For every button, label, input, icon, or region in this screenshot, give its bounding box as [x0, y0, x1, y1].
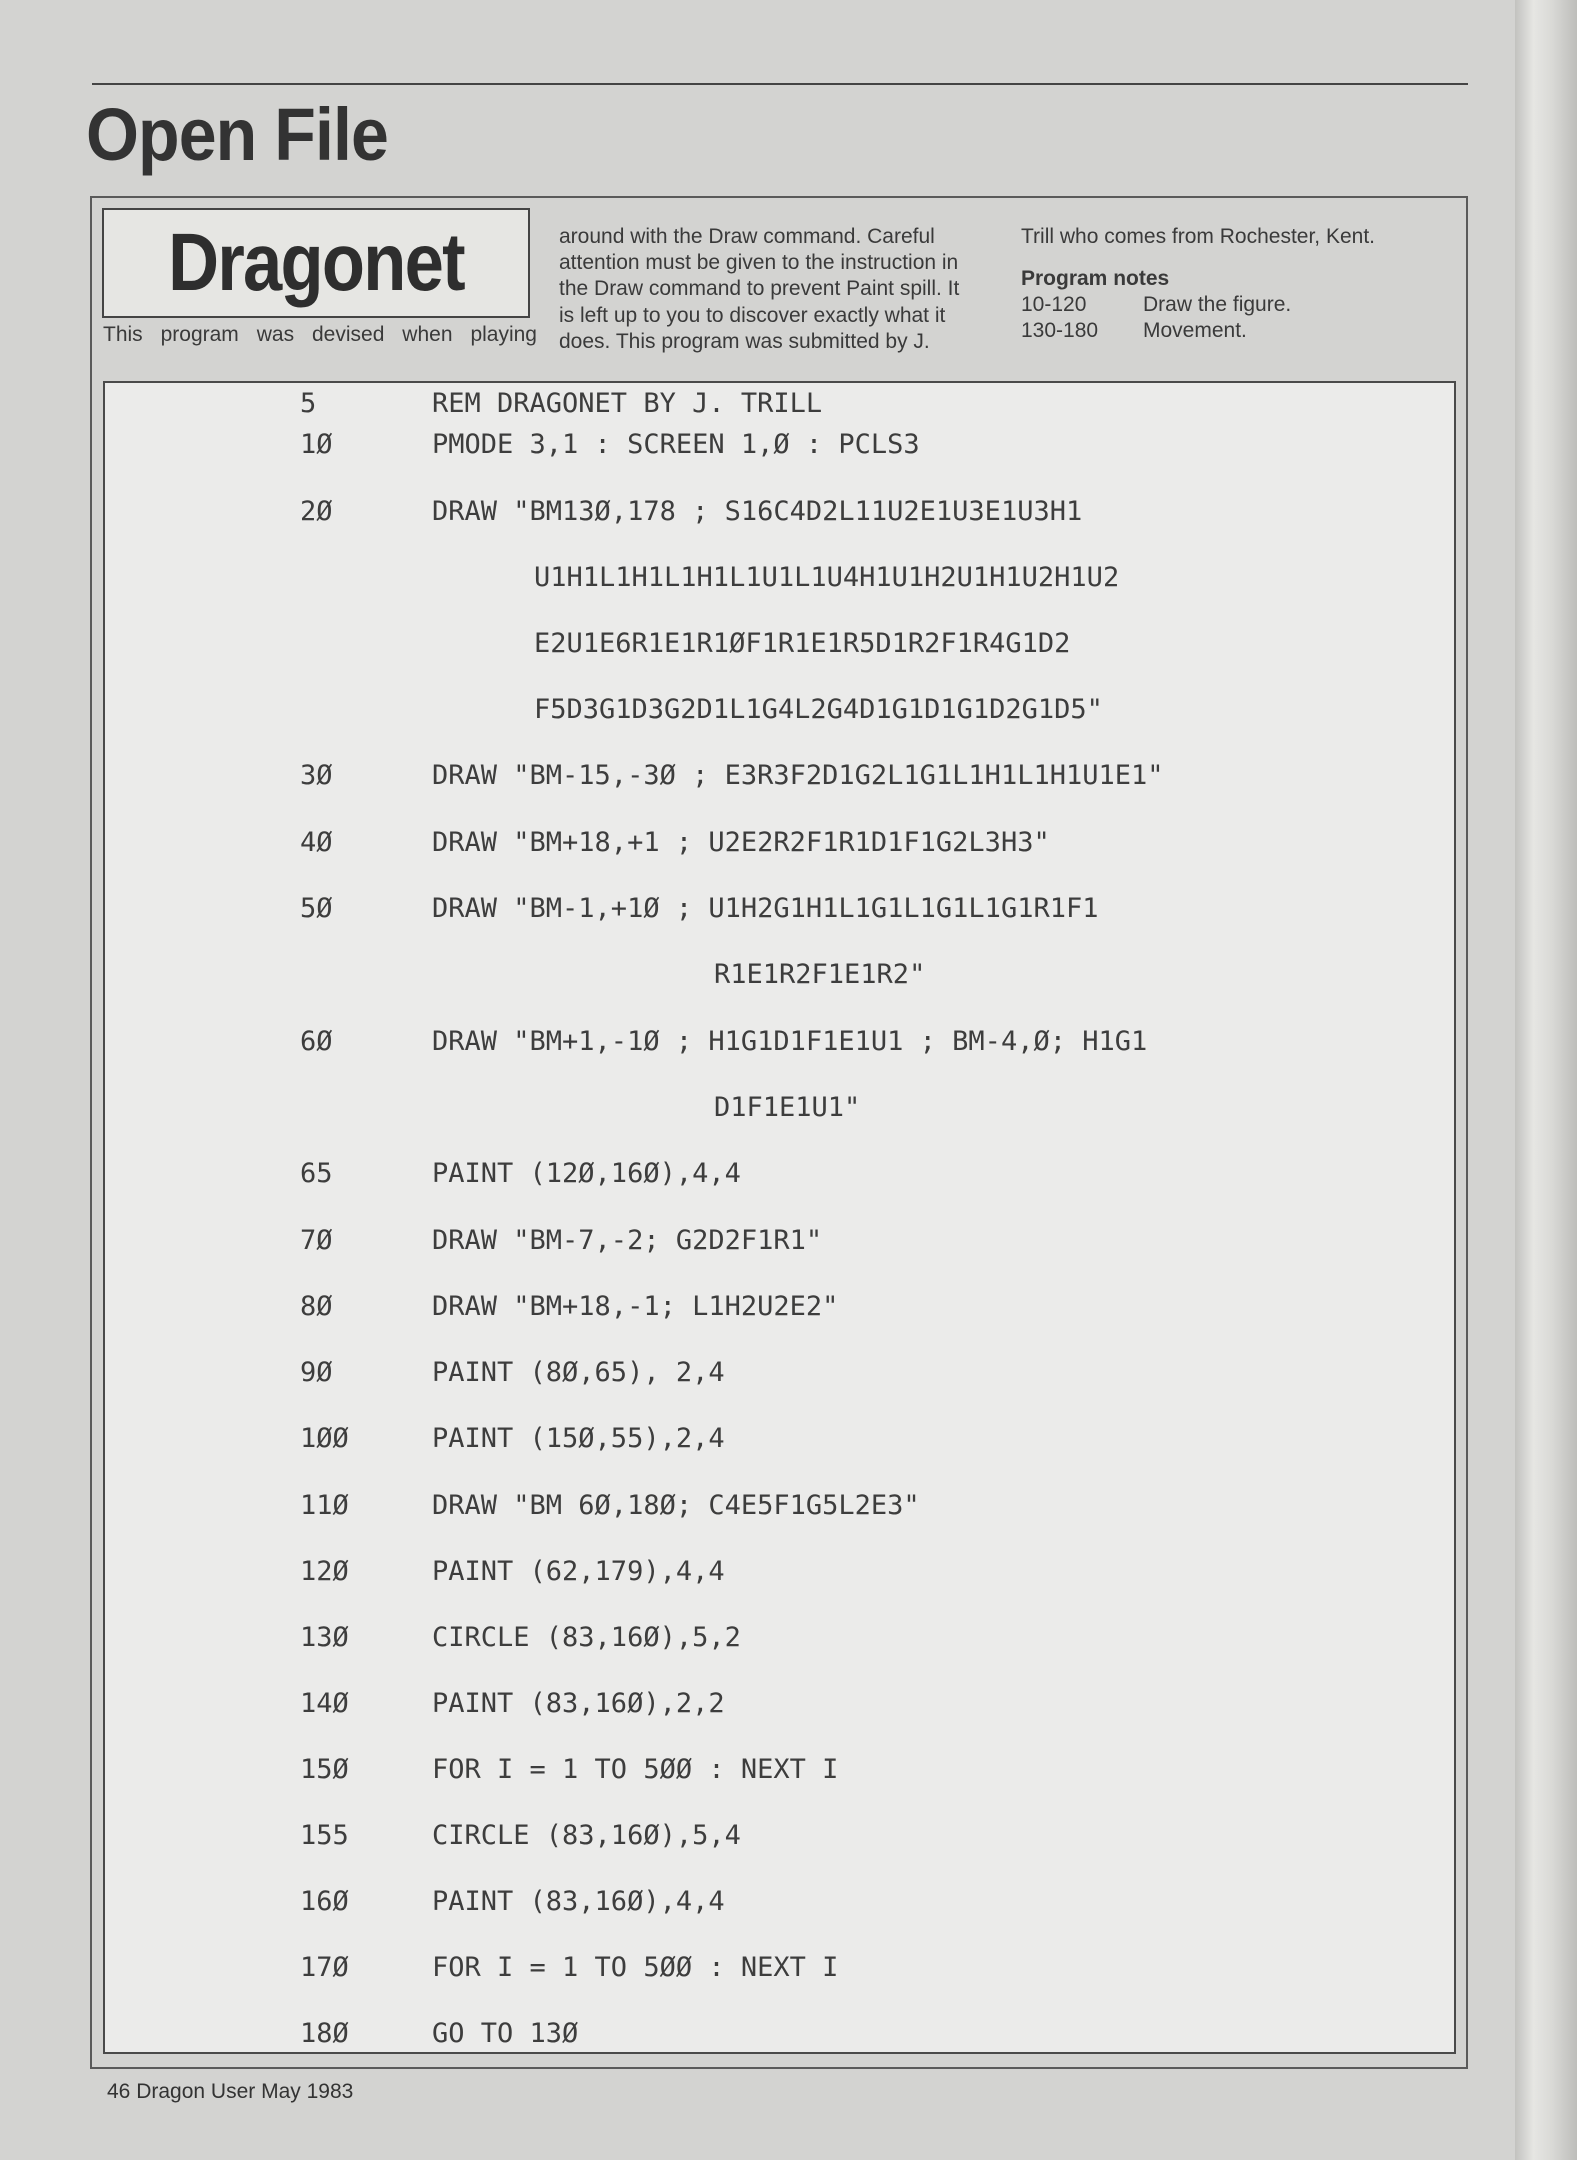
line-number: 16Ø [300, 1886, 349, 1917]
code-line: DRAW "BM-1,+1Ø ; U1H2G1H1L1G1L1G1L1G1R1F1 [432, 893, 1099, 924]
code-line: DRAW "BM+18,+1 ; U2E2R2F1R1D1F1G2L3H3" [432, 827, 1050, 858]
code-line: CIRCLE (83,16Ø),5,2 [432, 1622, 741, 1653]
article-title: Dragonet [168, 217, 464, 308]
section-title: Open File [86, 93, 388, 176]
code-line: DRAW "BM+18,-1; L1H2U2E2" [432, 1291, 839, 1322]
intro-line: attention must be given to the instruction in [559, 251, 959, 275]
line-number: 11Ø [300, 1490, 349, 1521]
code-line: PMODE 3,1 : SCREEN 1,Ø : PCLS3 [432, 429, 920, 460]
line-number: 5 [300, 388, 317, 419]
code-line: DRAW "BM-15,-3Ø ; E3R3F2D1G2L1G1L1H1L1H1U1E1" [432, 760, 1164, 791]
code-line: PAINT (12Ø,16Ø),4,4 [432, 1158, 741, 1189]
intro-line: around with the Draw command. Careful [559, 225, 935, 248]
code-line: GO TO 13Ø [432, 2018, 579, 2049]
code-line: D1F1E1U1" [714, 1092, 861, 1123]
code-line: PAINT (8Ø,65), 2,4 [432, 1357, 725, 1388]
code-line: F5D3G1D3G2D1L1G4L2G4D1G1D1G1D2G1D5" [534, 694, 1103, 725]
line-number: 12Ø [300, 1556, 349, 1587]
line-number: 7Ø [300, 1225, 333, 1256]
line-number: 2Ø [300, 496, 333, 527]
program-notes-heading: Program notes [1021, 267, 1170, 290]
program-listing [103, 381, 1456, 2054]
program-note-row [1021, 318, 1461, 344]
code-line: R1E1R2F1E1R2" [714, 959, 926, 990]
page-edge [1515, 0, 1577, 2160]
intro-col3-text: Trill who comes from Rochester, Kent. [1021, 225, 1376, 248]
line-number: 3Ø [300, 760, 333, 791]
line-number: 65 [300, 1158, 333, 1189]
intro-line: is left up to you to discover exactly what it [559, 303, 946, 327]
note-desc: Movement. [1143, 319, 1247, 342]
article-title-box [102, 208, 530, 318]
line-number: 15Ø [300, 1754, 349, 1785]
code-line: DRAW "BM13Ø,178 ; S16C4D2L11U2E1U3E1U3H1 [432, 496, 1083, 527]
program-note-row [1021, 292, 1461, 318]
code-line: PAINT (62,179),4,4 [432, 1556, 725, 1587]
code-line: FOR I = 1 TO 5ØØ : NEXT I [432, 1952, 839, 1983]
code-line: U1H1L1H1L1H1L1U1L1U4H1U1H2U1H1U2H1U2 [534, 562, 1120, 593]
code-line: FOR I = 1 TO 5ØØ : NEXT I [432, 1754, 839, 1785]
line-number: 8Ø [300, 1291, 333, 1322]
code-line: PAINT (15Ø,55),2,4 [432, 1423, 725, 1454]
code-line: DRAW "BM+1,-1Ø ; H1G1D1F1E1U1 ; BM-4,Ø; H1G1 [432, 1026, 1148, 1057]
line-number: 1ØØ [300, 1423, 349, 1454]
line-number: 18Ø [300, 2018, 349, 2049]
code-line: E2U1E6R1E1R1ØF1R1E1R5D1R2F1R4G1D2 [534, 628, 1071, 659]
code-line: REM DRAGONET BY J. TRILL [432, 388, 823, 419]
page-footer: 46 Dragon User May 1983 [107, 2080, 354, 2103]
line-number: 1Ø [300, 429, 333, 460]
code-line: DRAW "BM 6Ø,18Ø; C4E5F1G5L2E3" [432, 1490, 920, 1521]
header-rule [92, 83, 1468, 85]
line-number: 155 [300, 1820, 349, 1851]
line-number: 5Ø [300, 893, 333, 924]
intro-column-2 [559, 224, 993, 355]
intro-column-1: This program was devised when playing [103, 323, 537, 346]
note-range: 130-180 [1021, 319, 1099, 342]
line-number: 14Ø [300, 1688, 349, 1719]
line-number: 13Ø [300, 1622, 349, 1653]
code-line: DRAW "BM-7,-2; G2D2F1R1" [432, 1225, 823, 1256]
note-range: 10-120 [1021, 293, 1087, 316]
intro-column-3 [1021, 224, 1461, 344]
line-number: 17Ø [300, 1952, 349, 1983]
code-line: PAINT (83,16Ø),4,4 [432, 1886, 725, 1917]
line-number: 4Ø [300, 827, 333, 858]
intro-line: does. This program was submitted by J. [559, 329, 930, 353]
note-desc: Draw the figure. [1143, 293, 1292, 316]
line-number: 6Ø [300, 1026, 333, 1057]
intro-line: the Draw command to prevent Paint spill. It [559, 277, 960, 301]
line-number: 9Ø [300, 1357, 333, 1388]
code-line: PAINT (83,16Ø),2,2 [432, 1688, 725, 1719]
code-line: CIRCLE (83,16Ø),5,4 [432, 1820, 741, 1851]
